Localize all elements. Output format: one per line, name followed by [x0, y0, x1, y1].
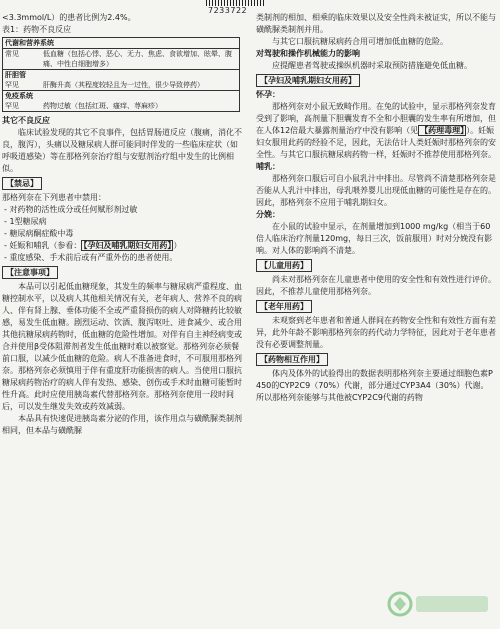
table-freq: 罕见	[5, 81, 19, 89]
continued-text-2: 与其它口服抗糖尿病药合用可增加低血糖的危险。	[272, 37, 448, 46]
adverse-reactions-table	[2, 37, 240, 112]
pregnancy-text-part-2: ）。妊娠妇女服用此药的经验不足，因此，无法估计人类妊娠时那格列奈的安全性。与其它口服抗糖尿病药物一样，妊娠时不推荐使用那格列奈。	[256, 126, 496, 159]
table-freq: 罕见	[5, 102, 19, 110]
contraindications-list	[2, 204, 242, 264]
labor-subtitle: 分娩：	[256, 210, 280, 219]
pregnancy-subtitle: 怀孕：	[256, 90, 280, 99]
other-reactions-text: 临床试验发现的其它不良事件，包括胃肠道反应（腹痛，消化不良，腹泻），头痛以及糖尿病人群可能同时伴发的一些临床症状（如呼吸道感染）等在那格列奈治疗组与安慰剂治疗组中发生的比例相似。	[2, 128, 242, 173]
pregnancy-text	[256, 101, 496, 161]
interactions-text: 体内及体外的试验得出的数据表明那格列奈主要通过细胞色素P450的CYP2C9（70%）代谢，部分通过CYP3A4（30%）代谢。所以那格列奈能够与其他被CYP2C9代谢的药物	[256, 369, 493, 402]
table-desc: 肝酶升高（其程度较轻且为一过性，很少导致停药）	[43, 81, 204, 89]
geriatric-heading: 【老年用药】	[256, 300, 312, 313]
table-system-name: 肝胆管	[3, 69, 239, 80]
list-item: - 1型糖尿病	[10, 216, 242, 228]
table-desc: 药物过敏（包括红斑、瘙痒、荨麻疹）	[43, 102, 162, 110]
table-row	[3, 101, 239, 111]
driving-text: 应提醒患者驾驶或操纵机器时采取预防措施避免低血糖。	[272, 61, 472, 70]
watermark-logo	[386, 586, 494, 622]
list-item: - 重度感染、手术前后或有严重外伤的患者使用。	[10, 252, 242, 264]
intro-text: <3.3mmol/L）的患者比例为2.4%。	[2, 13, 136, 22]
table-row	[3, 49, 239, 69]
interactions-heading: 【药物相互作用】	[256, 353, 328, 366]
cross-reference: 【药理毒理】	[420, 126, 465, 135]
driving-title: 对驾驶和操作机械能力的影响	[256, 49, 360, 58]
list-item-text: ）	[173, 241, 182, 250]
list-item: - 对药物的活性成分或任何赋形剂过敏	[10, 204, 242, 216]
pediatric-text: 尚未对那格列奈在儿童患者中使用的安全性和有效性进行评价。因此，不推荐儿童使用那格列奈。	[256, 275, 496, 296]
table-desc: 低血糖（包括心悸、恶心、无力、焦虑、食欲增加、眩晕、腹痛、中性白细胞增多）	[43, 50, 232, 68]
pregnancy-heading: 【孕妇及哺乳期妇女用药】	[256, 74, 360, 87]
list-item-text: 妊娠和哺乳（参看：	[9, 241, 82, 250]
contraindications-heading: 【禁忌】	[2, 177, 42, 190]
labor-text: 在小鼠的试验中显示，在剂量增加到1000 mg/kg（相当于60倍人临床治疗剂量120mg，每日三次，饭前服用）时对分娩没有影响。对人体的影响尚不清楚。	[256, 222, 493, 255]
table-freq: 常见	[5, 50, 19, 58]
document-code: 7233722	[208, 6, 248, 15]
lactation-subtitle: 哺乳：	[256, 162, 280, 171]
table-category: 代谢和营养系统	[3, 38, 239, 49]
table-caption: 表1：药物不良反应	[2, 25, 72, 34]
precautions-heading: 【注意事项】	[2, 266, 58, 279]
lactation-text: 那格列奈口服后可自小鼠乳汁中排出。尽管尚不清楚那格列奈是否能从人乳汁中排出，母乳喂养婴儿出现低血糖的可能性是存在的。因此，那格列奈不应用于哺乳期妇女。	[256, 174, 496, 207]
table-row	[3, 80, 239, 90]
geriatric-text: 未观察到老年患者和普通人群间在药物安全性和有效性方面有差异，此外年龄不影响那格列奈的药代动力学特征，因此对于老年患者没有必要调整剂量。	[256, 316, 496, 349]
right-column	[256, 12, 496, 404]
contraindications-intro: 那格列奈在下列患者中禁用：	[2, 193, 106, 202]
cross-reference: 【孕妇及哺乳期妇女用药】	[83, 241, 172, 250]
list-item: - 糖尿病酮症酸中毒	[10, 228, 242, 240]
continued-text: 类制剂的相加、相乘的临床效果以及安全性尚未被证实，所以不能与磺酰脲类制剂并用。	[256, 13, 496, 34]
precautions-text-2: 本品具有快速促进胰岛素分泌的作用，该作用点与磺酰脲类制剂相同，但本品与磺酰脲	[2, 414, 242, 435]
list-item	[10, 240, 242, 252]
table-system-name: 免疫系统	[3, 90, 239, 101]
precautions-text: 本品可以引起低血糖现象，其发生的频率与糖尿病严重程度、血糖控制水平，以及病人其他相关情况有关，老年病人、营养不良的病人、伴有肾上腺、垂体功能不全或严重肾损伤的病人对降糖药比较敏感，易发生低血糖。剧烈运动、饮酒、腹泻呕吐、进食减少、或合用其他抗糖尿病药物时，低血糖的危险性增加。对伴有自主神经病变或合并使用β受体阻滞剂者发生低血糖时难以被察觉。那格列奈必须餐前口服，以减少低血糖的危险。病人不准备进食时，不可服用那格列奈。那格列奈必须慎用于伴有重度肝功能损害的病人。当使用口服抗糖尿病药物治疗的病人伴有发热、感染、创伤或手术时血糖可能暂时性升高。此时应使用胰岛素代替那格列奈。那格列奈使用一段时间后，可以发生继发失效或药效减弱。	[2, 282, 242, 411]
other-reactions-title: 其它不良反应	[2, 116, 50, 125]
pediatric-heading: 【儿童用药】	[256, 259, 312, 272]
pregnancy-text-part: 那格列奈对小鼠无致畸作用。在兔的试验中，显示那格列奈发育受到了影响，高剂量下胆囊发育不全和小胆囊的发生率有所增加，但在人体12倍最大暴露剂量治疗中没有影响（见	[256, 102, 496, 135]
left-column	[2, 12, 242, 437]
